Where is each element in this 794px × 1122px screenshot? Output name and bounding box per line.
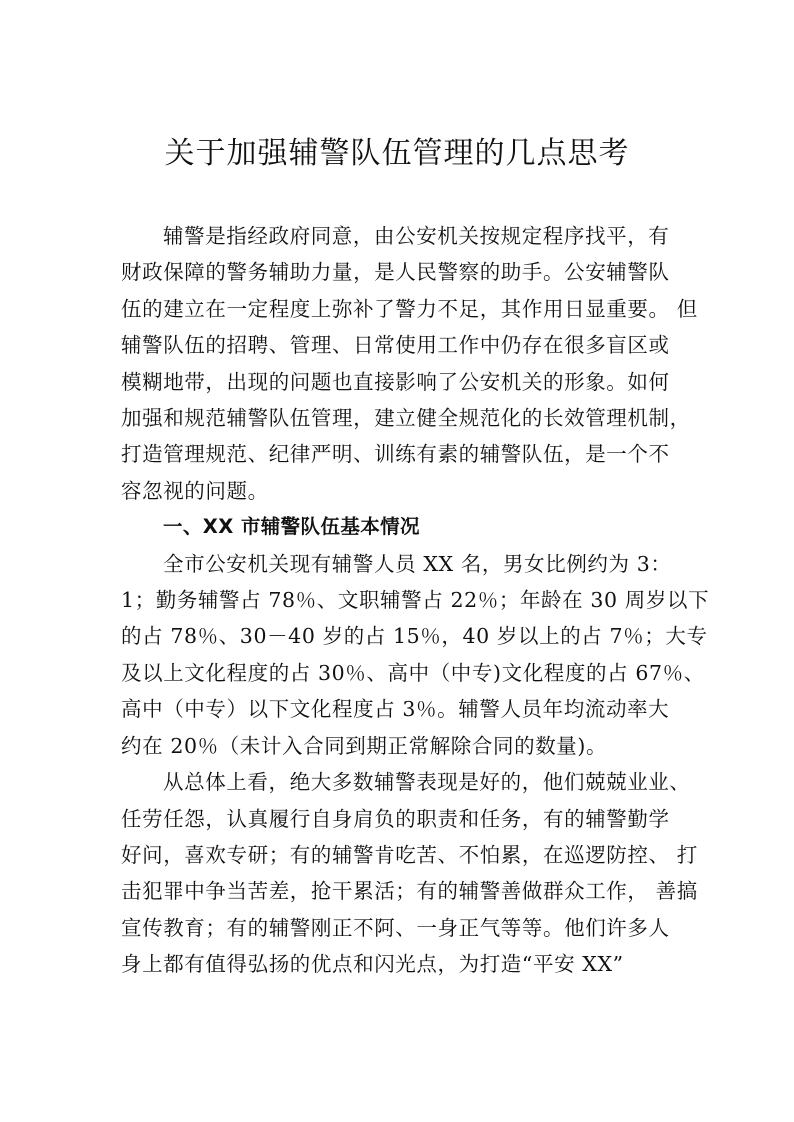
overview-paragraph xyxy=(121,764,698,982)
statistics-paragraph xyxy=(121,546,710,764)
text-line: 高中（中专）以下文化程度占 3％。辅警人员年均流动率大 xyxy=(121,697,670,722)
text-line: 宣传教育；有的辅警刚正不阿、一身正气等等。他们许多人 xyxy=(121,915,670,940)
document-title: 关于加强辅警队伍管理的几点思考 xyxy=(164,136,630,171)
text-line: 击犯罪中争当苦差，抢干累活；有的辅警善做群众工作， 善搞 xyxy=(121,879,698,904)
text-line: 好问，喜欢专研；有的辅警肯吃苦、不怕累，在巡逻防控、 打 xyxy=(121,842,698,867)
text-line: 容忽视的问题。 xyxy=(121,478,269,503)
text-line: 辅警是指经政府同意，由公安机关按规定程序找平，有 xyxy=(163,224,670,248)
section-heading: 一、XX 市辅警队伍基本情况 xyxy=(163,515,420,539)
text-line: 辅警队伍的招聘、管理、日常使用工作中仍存在很多盲区或 xyxy=(121,333,670,358)
text-line: 从总体上看，绝大多数辅警表现是好的，他们兢兢业业、 xyxy=(163,770,691,795)
text-line: 打造管理规范、纪律严明、训练有素的辅警队伍，是一个不 xyxy=(121,442,670,467)
intro-paragraph xyxy=(121,218,698,509)
text-line: 身上都有值得弘扬的优点和闪光点，为打造“平安 XX” xyxy=(121,952,624,977)
text-line: 财政保障的警务辅助力量，是人民警察的助手。公安辅警队 xyxy=(121,260,670,285)
text-line: 任劳任怨，认真履行自身肩负的职责和任务，有的辅警勤学 xyxy=(121,806,670,831)
text-line: 全市公安机关现有辅警人员 XX 名，男女比例约为 3： xyxy=(163,551,672,576)
text-line: 的占 78％、30－40 岁的占 15％，40 岁以上的占 7％；大专 xyxy=(121,624,708,649)
text-line: 伍的建立在一定程度上弥补了警力不足，其作用日显重要。 但 xyxy=(121,296,698,321)
text-line: 约在 20％（未计入合同到期正常解除合同的数量)。 xyxy=(121,733,608,758)
text-line: 加强和规范辅警队伍管理，建立健全规范化的长效管理机制， xyxy=(121,406,691,431)
text-line: 及以上文化程度的占 30％、高中（中专)文化程度的占 67％、 xyxy=(121,660,705,685)
text-line: 模糊地带，出现的问题也直接影响了公安机关的形象。如何 xyxy=(121,369,670,394)
text-line: 1；勤务辅警占 78％、文职辅警占 22％；年龄在 30 周岁以下 xyxy=(121,588,710,613)
document-body xyxy=(121,218,710,983)
